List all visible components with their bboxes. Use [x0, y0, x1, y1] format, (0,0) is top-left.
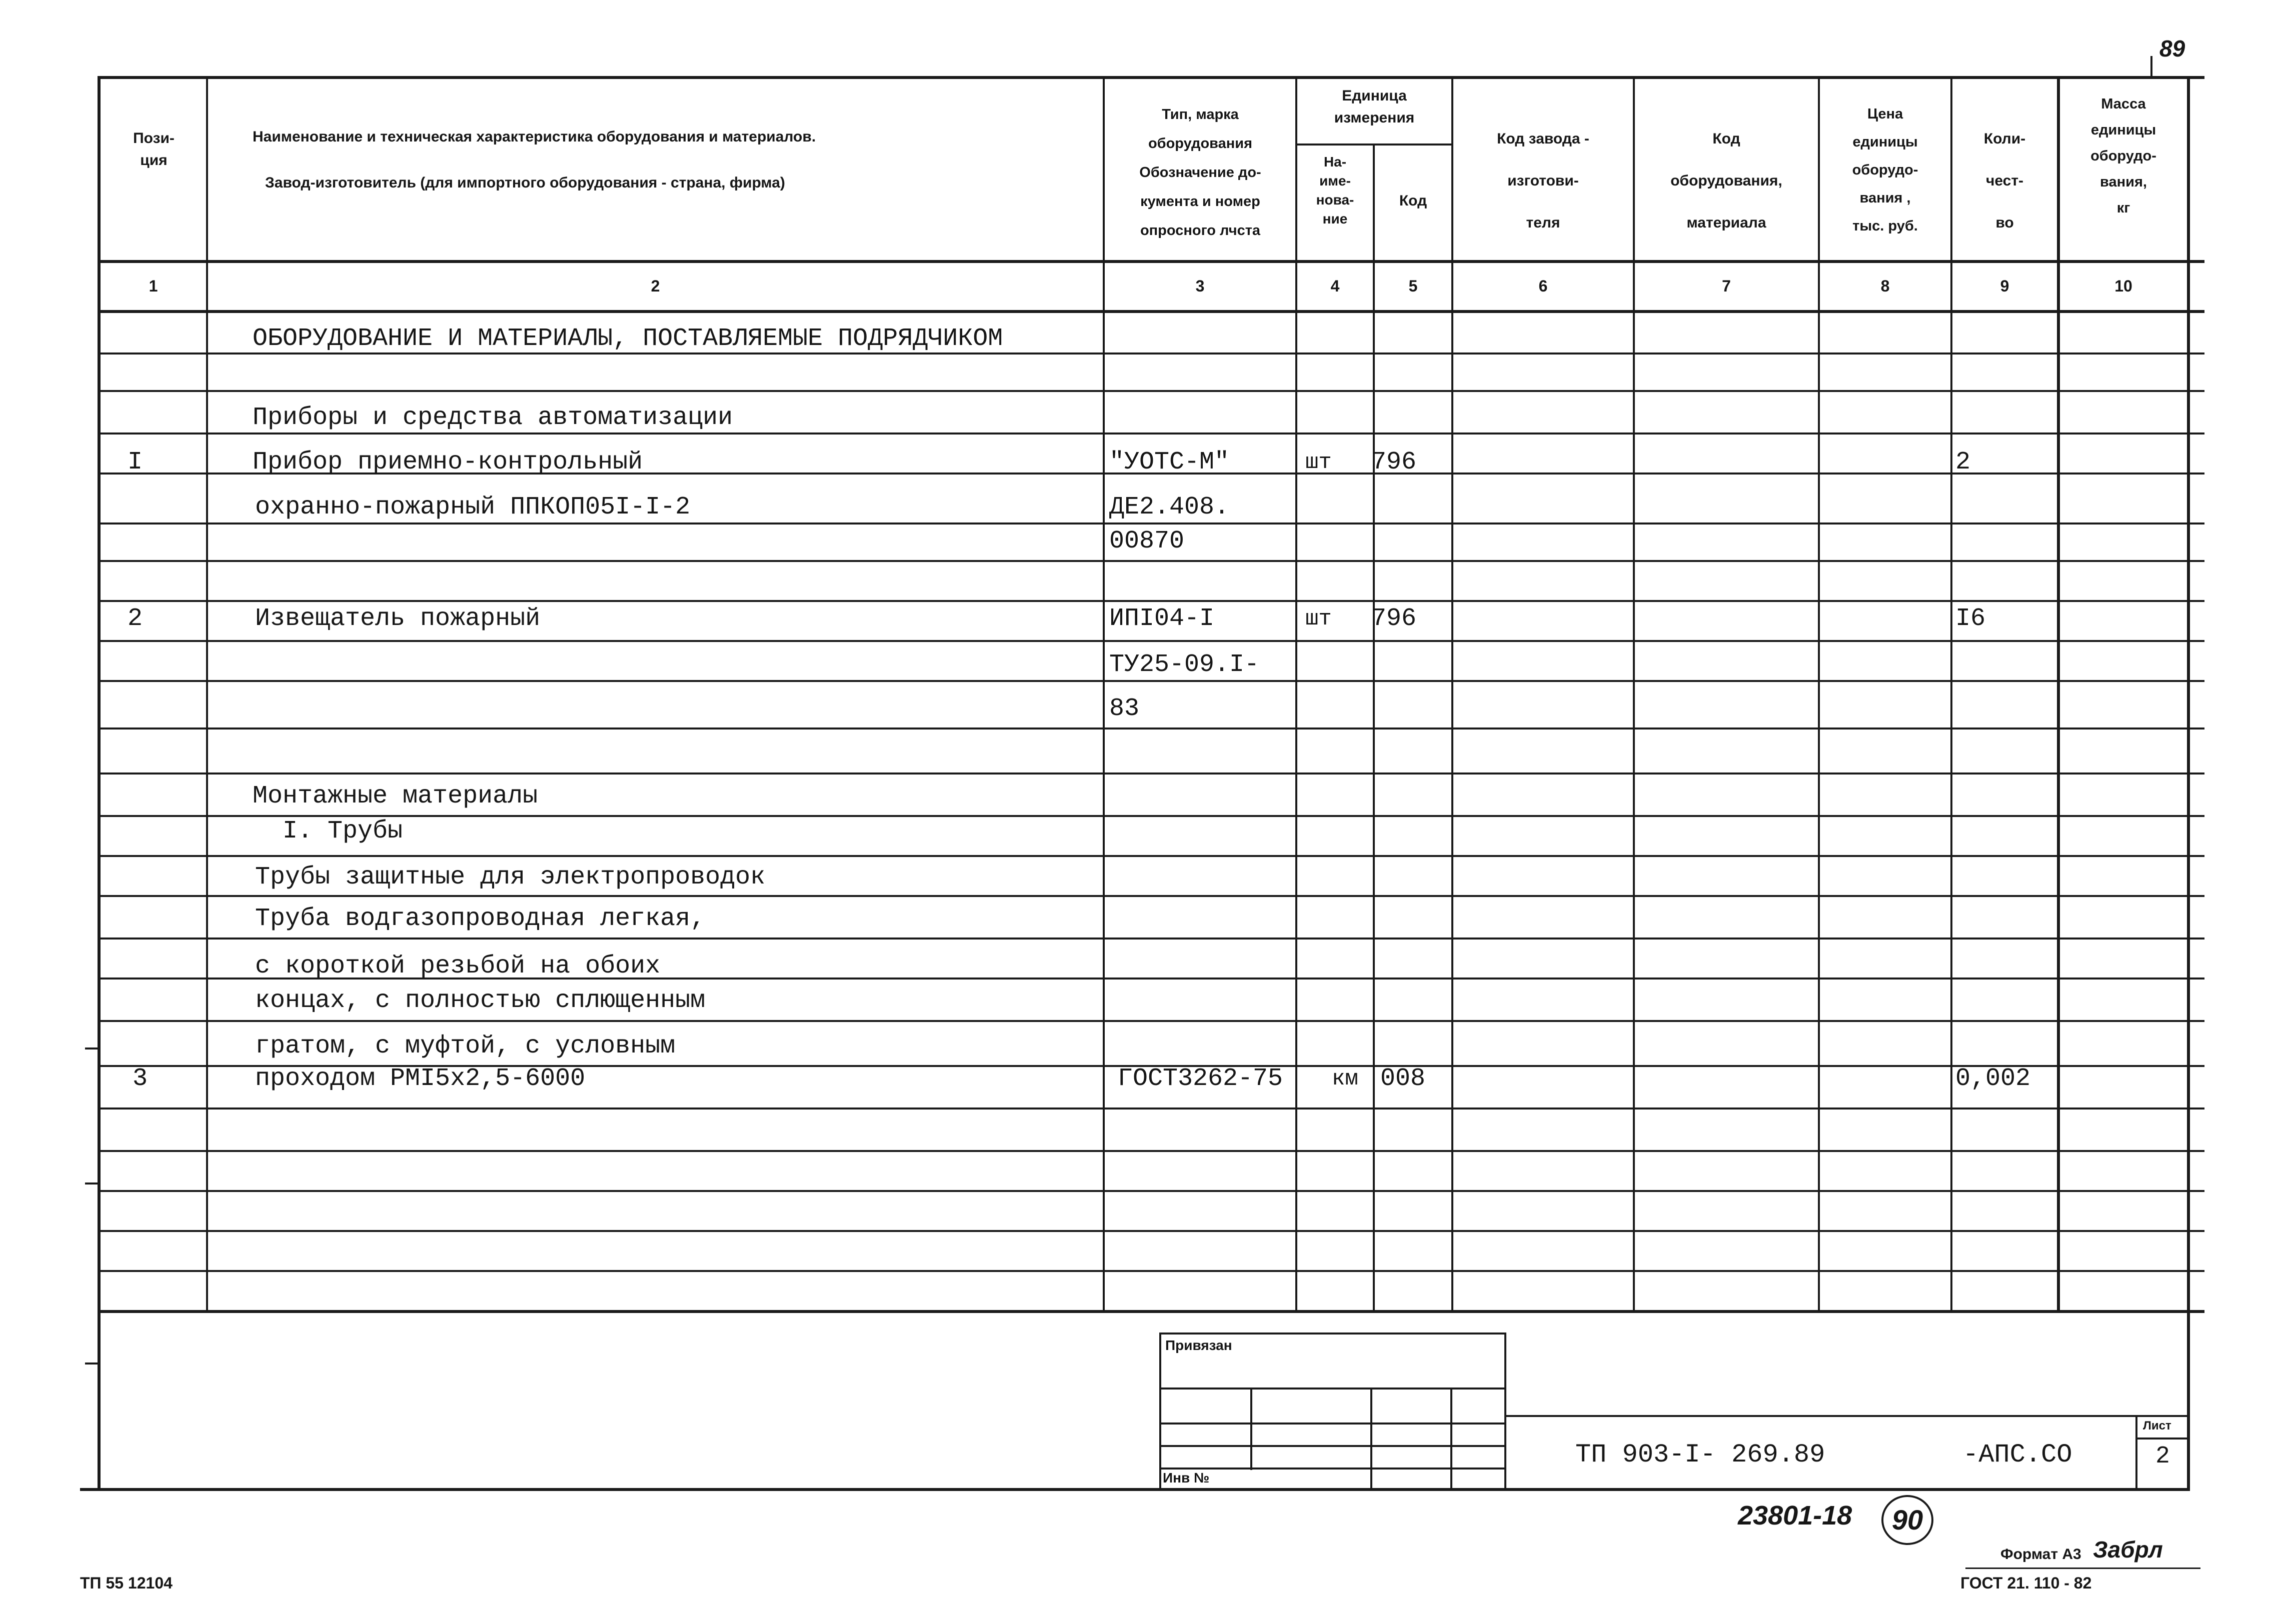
type-cell: "УОТС-М" — [1109, 448, 1230, 476]
position-cell: 3 — [133, 1064, 148, 1093]
header-equipment-code: Код оборудования, материала — [1670, 130, 1782, 231]
unit-code-cell: 796 — [1371, 604, 1417, 633]
stamp-top — [1159, 1332, 1504, 1334]
row-line — [98, 1108, 2204, 1110]
doc-code-top-line — [1504, 1415, 2190, 1417]
corner-mark: 89 — [2159, 36, 2185, 62]
sheet-label: Лист — [2143, 1419, 2171, 1432]
column-number: 8 — [1880, 277, 1890, 295]
column-number: 1 — [149, 277, 158, 295]
row-line — [98, 640, 2204, 642]
stamp-divider — [1250, 1388, 1252, 1470]
type-cell: ГОСТ3262-75 — [1118, 1064, 1283, 1093]
col-divider — [1633, 76, 1635, 1313]
position-cell: 2 — [128, 604, 143, 633]
oval-number: 90 — [1881, 1495, 1933, 1545]
type-cell: 00870 — [1109, 527, 1185, 556]
row-line — [98, 680, 2204, 682]
item-name-cell: Трубы защитные для электропроводок — [255, 863, 766, 892]
header-bottom-line — [98, 260, 2204, 263]
stamp-left — [1159, 1332, 1161, 1490]
col-divider — [1818, 76, 1820, 1313]
quantity-cell: I6 — [1955, 604, 1986, 633]
item-name-cell: гратом, с муфтой, с условным — [255, 1032, 676, 1060]
column-number: 5 — [1408, 277, 1418, 295]
unit-code-cell: 796 — [1371, 448, 1417, 476]
column-number: 7 — [1722, 277, 1731, 295]
item-name-cell: охранно-пожарный ППКОП05I-I-2 — [255, 493, 691, 522]
sheet-number: 2 — [2155, 1443, 2170, 1470]
margin-tick — [85, 1182, 100, 1184]
margin-tick — [85, 1048, 100, 1050]
row-line — [98, 1020, 2204, 1022]
row-line — [98, 1230, 2204, 1232]
stamp-line — [1159, 1468, 1504, 1470]
row-line — [98, 728, 2204, 730]
stamp-line — [1159, 1445, 1504, 1447]
row-line — [98, 390, 2204, 392]
col-divider — [2057, 76, 2060, 1313]
row-line — [98, 772, 2204, 774]
header-unit-name: На- име- нова- ние — [1316, 154, 1354, 226]
signature-underline — [1965, 1568, 2200, 1569]
quantity-cell: 2 — [1955, 448, 1971, 476]
column-numbers-bottom-line — [98, 310, 2204, 313]
bottom-left-code: ТП 55 12104 — [80, 1574, 173, 1592]
column-number: 3 — [1195, 277, 1205, 295]
row-line — [98, 1270, 2204, 1272]
header-position: Пози- ция — [133, 130, 175, 168]
position-cell: I — [128, 448, 143, 476]
header-mass: Масса единицы оборудо- вания, кг — [2090, 96, 2156, 216]
row-line — [98, 815, 2204, 817]
column-number: 4 — [1330, 277, 1340, 295]
type-cell: 83 — [1109, 694, 1140, 723]
header-unit-code: Код — [1399, 192, 1427, 209]
row-line — [98, 1150, 2204, 1152]
row-line — [98, 600, 2204, 602]
table-right-border — [2187, 76, 2190, 1491]
subsection-title: I. Трубы — [283, 817, 403, 846]
col-divider — [1451, 76, 1453, 1313]
stamp-right — [1504, 1332, 1506, 1490]
section-title: ОБОРУДОВАНИЕ И МАТЕРИАЛЫ, ПОСТАВЛЯЕМЫЕ ПОДРЯДЧИКОМ — [253, 324, 1003, 353]
table-top-border — [98, 76, 2204, 79]
col-divider — [206, 76, 208, 1313]
item-name-cell: проходом РМI5х2,5-6000 — [255, 1064, 586, 1093]
type-cell: ДЕ2.408. — [1109, 493, 1230, 522]
column-number: 6 — [1538, 277, 1548, 295]
col-divider — [1295, 76, 1297, 1313]
signature: Зaбрл — [2093, 1536, 2163, 1562]
col-divider — [1373, 144, 1375, 1313]
header-name-line1: Наименование и техническая характеристика оборудования и материалов. — [253, 128, 816, 145]
item-name-cell: концах, с полностью сплющенным — [255, 986, 706, 1015]
stamp-line — [1159, 1388, 1504, 1390]
row-line — [98, 560, 2204, 562]
stamp-divider — [1370, 1388, 1372, 1490]
unit-name-cell: шт — [1305, 606, 1332, 632]
column-number: 2 — [651, 277, 660, 295]
table-bottom-border — [98, 1310, 2204, 1313]
header-quantity: Коли- чест- во — [1983, 130, 2026, 231]
header-unit-group: Единица измерения — [1334, 88, 1415, 126]
item-name-cell: с короткой резьбой на обоих — [255, 952, 661, 980]
unit-name-cell: км — [1332, 1066, 1358, 1092]
row-line — [98, 938, 2204, 940]
subsection-title: Приборы и средства автоматизации — [253, 404, 733, 432]
type-cell: ТУ25-09.I- — [1109, 650, 1260, 679]
corner-tick — [2150, 56, 2152, 77]
stamp-line — [1159, 1422, 1504, 1424]
title-block-bottom — [80, 1488, 2190, 1491]
row-line — [98, 522, 2204, 524]
column-number: 9 — [2000, 277, 2009, 295]
bound-label: Привязан — [1165, 1338, 1232, 1353]
archive-number: 23801-18 — [1738, 1500, 1852, 1530]
sheet-box-left — [2135, 1415, 2137, 1490]
format-label: Формат А3 — [2000, 1546, 2081, 1562]
quantity-cell: 0,002 — [1955, 1064, 2031, 1093]
row-line — [98, 1190, 2204, 1192]
header-type: Тип, марка оборудования Обозначение до- кумента и номер опросного лчста — [1139, 106, 1261, 238]
header-name-line2: Завод-изготовитель (для импортного оборудования - страна, фирма) — [265, 174, 785, 191]
inventory-label: Инв № — [1163, 1470, 1210, 1486]
document-suffix: -АПС.СО — [1963, 1440, 2072, 1470]
subsection-title: Монтажные материалы — [253, 782, 538, 810]
row-line — [98, 855, 2204, 857]
item-name-cell: Прибор приемно-контрольный — [253, 448, 643, 476]
column-number: 10 — [2114, 277, 2132, 295]
col-divider — [1950, 76, 1952, 1313]
document-code: ТП 903-I- 269.89 — [1575, 1440, 1825, 1470]
type-cell: ИПI04-I — [1109, 604, 1215, 633]
stamp-divider — [1450, 1388, 1452, 1490]
sheet-box-divider — [2135, 1438, 2190, 1440]
row-line — [98, 895, 2204, 897]
header-price: Цена единицы оборудо- вания , тыс. руб. — [1852, 106, 1918, 234]
unit-name-cell: шт — [1305, 450, 1332, 475]
item-name-cell: Труба водгазопроводная легкая, — [255, 904, 706, 933]
margin-tick — [85, 1362, 100, 1364]
item-name-cell: Извещатель пожарный — [255, 604, 541, 633]
col-divider — [1103, 76, 1105, 1313]
unit-code-cell: 008 — [1380, 1064, 1426, 1093]
gost-label: ГОСТ 21. 110 - 82 — [1960, 1574, 2092, 1592]
header-manufacturer-code: Код завода - изготови- теля — [1497, 130, 1589, 231]
